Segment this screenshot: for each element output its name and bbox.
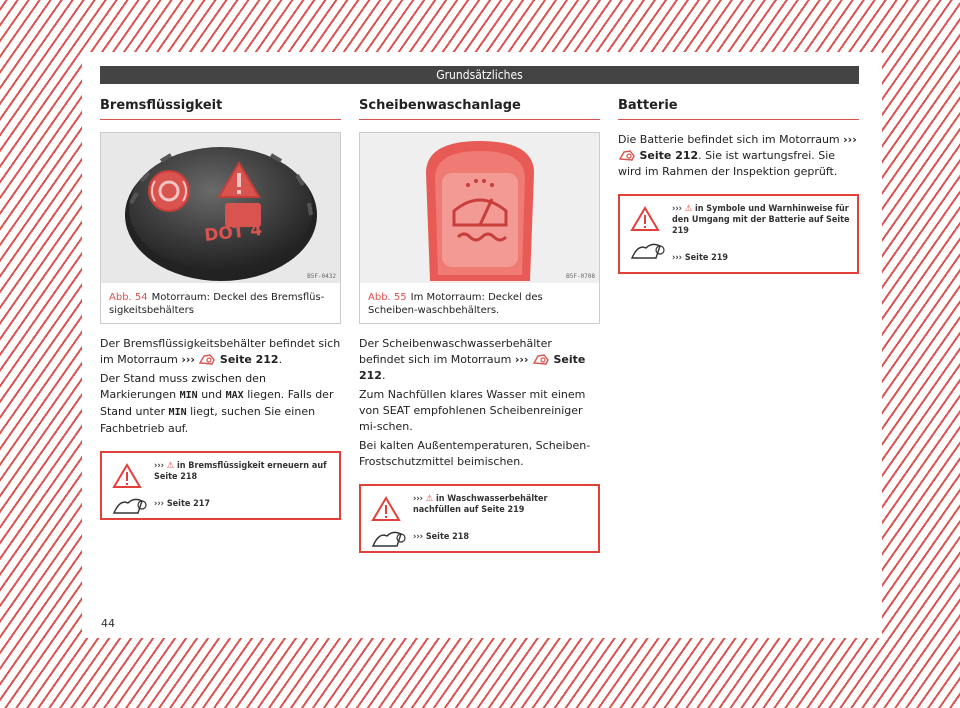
page-ref-link[interactable]: Seite 212 <box>359 353 586 382</box>
washer-cap-illustration <box>360 133 599 283</box>
paragraph: Der Scheibenwaschwasserbehälter befindet sich im Motorraum ››› Seite 212. <box>359 337 586 382</box>
figure-code: B5F-0708 <box>566 273 595 280</box>
manual-line <box>413 532 592 543</box>
manual-line <box>672 253 851 264</box>
manual-book-icon <box>371 528 407 550</box>
figure-caption <box>360 283 599 323</box>
warning-line <box>672 204 851 237</box>
text: Der Scheibenwaschwasserbehälter befindet sich im Motorraum <box>359 337 552 366</box>
chevron-right-icon: ››› <box>413 494 424 504</box>
chevron-right-icon: ››› <box>181 353 195 366</box>
manual-ref-link[interactable]: Seite 219 <box>684 253 729 263</box>
min-mark: MIN <box>168 407 187 418</box>
page-number: 44 <box>101 617 115 630</box>
text: Der Stand muss zwischen den Markierungen <box>100 372 266 401</box>
engine-compartment-icon <box>618 148 636 162</box>
manual-book-icon <box>112 495 148 517</box>
text: liegt, suchen Sie einen Fachbetrieb auf. <box>100 405 316 435</box>
figure-number: Abb. 55 <box>368 292 407 303</box>
washer-body-text <box>359 336 600 470</box>
chevron-right-icon: ››› <box>672 204 683 214</box>
engine-compartment-icon <box>198 352 216 366</box>
warning-ref-link[interactable]: in Waschwasserbehälter nachfüllen auf Seite 219 <box>413 494 548 515</box>
section-battery <box>618 98 859 274</box>
section-title: Batterie <box>618 98 859 120</box>
section-brake-fluid <box>100 98 341 520</box>
chevron-right-icon: ››› <box>154 461 165 471</box>
washer-cap-image <box>360 133 599 283</box>
brake-cap-illustration <box>101 133 340 283</box>
chevron-right-icon: ››› <box>514 353 529 366</box>
warning-box <box>100 451 341 520</box>
figure-number: Abb. 54 <box>109 292 148 303</box>
chevron-right-icon: ››› <box>154 499 165 509</box>
warning-triangle-icon <box>630 206 660 232</box>
warning-ref-link[interactable]: in Bremsflüssigkeit erneuern auf Seite 218 <box>154 461 327 482</box>
figure-code: B5F-0432 <box>307 273 336 280</box>
paragraph: Der Bremsflüssigkeitsbehälter befindet sich im Motorraum ››› Seite 212. <box>100 337 341 366</box>
text: liegen. Falls der Stand unter <box>100 388 334 418</box>
manual-ref-link[interactable]: Seite 218 <box>425 532 470 542</box>
section-title: Bremsflüssigkeit <box>100 98 341 120</box>
warning-triangle-icon <box>112 463 142 489</box>
manual-ref-link[interactable]: Seite 217 <box>166 499 211 509</box>
text: und <box>201 388 223 401</box>
caption-text: Im Motorraum: Deckel des Scheiben-waschbehälters. <box>368 292 543 316</box>
warning-ref-link[interactable]: in Symbole und Warnhinweise für den Umgang mit der Batterie auf Seite 219 <box>672 204 850 236</box>
warning-triangle-icon: ⚠ <box>684 204 693 214</box>
warning-triangle-icon <box>371 496 401 522</box>
paragraph: Bei kalten Außentemperaturen, Scheiben-Frostschutzmittel beimischen. <box>359 439 591 468</box>
warning-box <box>618 194 859 274</box>
chevron-right-icon: ››› <box>672 253 683 263</box>
caption-text: Motorraum: Deckel des Bremsflüs-sigkeitsbehälters <box>109 292 325 316</box>
text: Der Bremsflüssigkeitsbehälter befindet sich im Motorraum <box>100 337 341 366</box>
section-washer <box>359 98 600 553</box>
header-title: Grundsätzliches <box>100 66 859 84</box>
text: . Sie ist wartungsfrei. Sie wird im Rahmen der Inspektion geprüft. <box>618 149 838 178</box>
warning-line <box>413 494 592 516</box>
warning-triangle-icon: ⚠ <box>166 461 175 471</box>
figure-caption <box>101 283 340 323</box>
battery-body-text <box>618 132 859 180</box>
section-title: Scheibenwaschanlage <box>359 98 600 120</box>
warning-line <box>154 461 333 483</box>
brake-cap-image <box>101 133 340 283</box>
chevron-right-icon: ››› <box>413 532 424 542</box>
paragraph: Zum Nachfüllen klares Wasser mit einem von SEAT empfohlenen Scheibenreiniger mi-schen. <box>359 388 586 433</box>
page-ref-link[interactable]: Seite 212 <box>219 353 279 366</box>
figure-brake-cap <box>100 132 341 324</box>
warning-triangle-icon: ⚠ <box>425 494 434 504</box>
chevron-right-icon: ››› <box>843 133 857 146</box>
brake-body-text <box>100 336 341 437</box>
manual-line <box>154 499 333 510</box>
warning-box <box>359 484 600 553</box>
paragraph <box>100 371 341 437</box>
figure-washer-cap <box>359 132 600 324</box>
text: Die Batterie befindet sich im Motorraum <box>618 133 840 146</box>
page-ref-link[interactable]: Seite 212 <box>639 149 699 162</box>
max-mark: MAX <box>225 390 244 401</box>
manual-book-icon <box>630 240 666 262</box>
min-mark: MIN <box>179 390 198 401</box>
paragraph <box>618 132 859 180</box>
engine-compartment-icon <box>532 352 550 366</box>
dot4-label: DOT 4 <box>203 220 264 246</box>
